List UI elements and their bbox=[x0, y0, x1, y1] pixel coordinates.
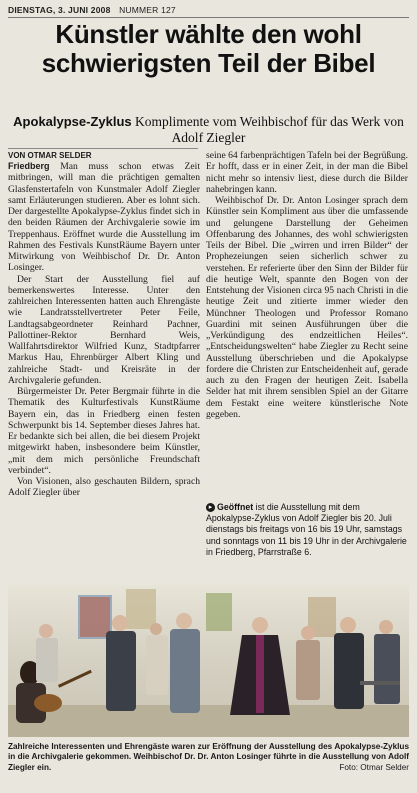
subhead-text: Komplimente vom Weihbischof für das Werk von Adolf Ziegler bbox=[135, 114, 404, 145]
paragraph: Bürgermeister Dr. Peter Bergmair führte in die Thematik des Kulturfestivals KunstRäume Bayern ein, das in Friedberg einen festen Schwerpunkt bis 14. September dieses Jahres hat. Er bedankte sich bei allen, die bei diesem Projekt mitgewirkt haben, insbesondere beim Künstler, „mit dem mich persönliche Freundschaft verbindet“. bbox=[8, 386, 200, 476]
paragraph: Friedberg Man muss schon etwas Zeit mitbringen, will man die prächtigen gemalten Glasfenstertafeln von Kunstmaler Adolf Ziegler samt Erläuterungen studieren. Aber es lohnt sich. Der dargestellte Apokalypse-Zyklus findet sich in den beiden Räumen der Archivgalerie sowie im Treppenhaus. Eröffnet wurde die Ausstellung im Rahmen des Festivals KunstRäume Bayern unter Mitwirkung von Weihbischof Dr. Dr. Anton Losinger. bbox=[8, 161, 200, 274]
byline: VON OTMAR SELDER bbox=[8, 148, 198, 160]
top-rule bbox=[8, 17, 409, 18]
article-column-2 bbox=[206, 150, 408, 420]
info-icon: ▸ bbox=[206, 503, 215, 512]
paragraph: seine 64 farbenprächtigen Tafeln bei der Begrüßung. Er hofft, dass er in einer Zeit, in der man die Bibel nicht mehr so intensiv liest, diese durch die Bilder nahebringen kann. bbox=[206, 150, 408, 195]
info-label: Geöffnet bbox=[217, 502, 254, 512]
paragraph: Weihbischof Dr. Dr. Anton Losinger sprach dem Künstler sein Kompliment aus über die umfassende und gelungene Darstellung der Geheimen Offenbarung des Johannes, des wohl schwierigsten Teils der Bibel. Die „wirren und irren Bilder“ der Prophezeiungen seien sicherlich schwer zu verstehen. Er referierte über den Sinn der Bilder für die heutige Welt, spannte den Bogen von der Entstehung der Visionen circa 95 nach Christi in die heutige Zeit und zitierte immer wieder den Münchner Theologen und Professor Romano Guardini mit seinen Ausführungen über die „Verkündigung des endzeitlichen Heiles“. „Entscheidungswelten“ habe Ziegler zu Recht seine Ausstellung überschrieben und die Apokalypse fordere die Christen zur Entscheidenheit auf, gerade auch zu den Fragen der heutigen Zeit. Isabella Selder hat mit ihrem sensiblen Spiel an der Gitarre dem Festakt eine weitere künstlerische Note gegeben. bbox=[206, 195, 408, 420]
date: DIENSTAG, 3. JUNI 2008 bbox=[8, 5, 111, 15]
article-column-1 bbox=[8, 161, 200, 499]
kicker: Apokalypse-Zyklus bbox=[13, 114, 132, 129]
photo-credit: Foto: Otmar Selder bbox=[339, 762, 409, 772]
photo-caption bbox=[8, 742, 409, 773]
paragraph: Der Start der Ausstellung fiel auf bemerkenswertes Interesse. Unter den zahlreichen Interessenten hatten auch Ehrengäste wie Landratsstellvertreter Peter Feile, Landtagsabgeordneter Reinhard Pachner, Pallottiner-Rektor Bernhard Weis, Wallfahrtsdirektor Wilfried Kunz, Stadtpfarrer Markus Hau, Ehrenbürger Albert Kling und zahlreiche Stadt- und Kreisräte in der Archivgalerie gefunden. bbox=[8, 273, 200, 386]
photo-illustration bbox=[8, 585, 409, 737]
info-text: ist die Ausstellung mit dem Apokalypse-Zyklus von Adolf Ziegler bis 20. Juli dienstags bis freitags von 16 bis 19 Uhr, samstags und sonntags von 11 bis 19 Uhr in der Archivgalerie in Friedberg, Pfarrstraße 6. bbox=[206, 502, 407, 557]
opening-hours-box bbox=[206, 502, 408, 558]
subheadline bbox=[8, 114, 409, 146]
event-photo bbox=[8, 585, 409, 737]
dateline-place: Friedberg bbox=[8, 161, 50, 171]
headline: Künstler wählte den wohl schwierigsten Teil der Bibel bbox=[41, 19, 376, 78]
caption-text: Zahlreiche Interessenten und Ehrengäste waren zur Eröffnung der Ausstellung des Apokalypse-Zyklus in die Archivgalerie gekommen. Weihbischof Dr. Dr. Anton Losinger führte in die Ausstellung von Adolf Ziegler ein. bbox=[8, 742, 409, 772]
paragraph: Von Visionen, also geschauten Bildern, sprach Adolf Ziegler über bbox=[8, 476, 200, 499]
dateline bbox=[8, 5, 408, 15]
issue-number: NUMMER 127 bbox=[119, 5, 176, 15]
